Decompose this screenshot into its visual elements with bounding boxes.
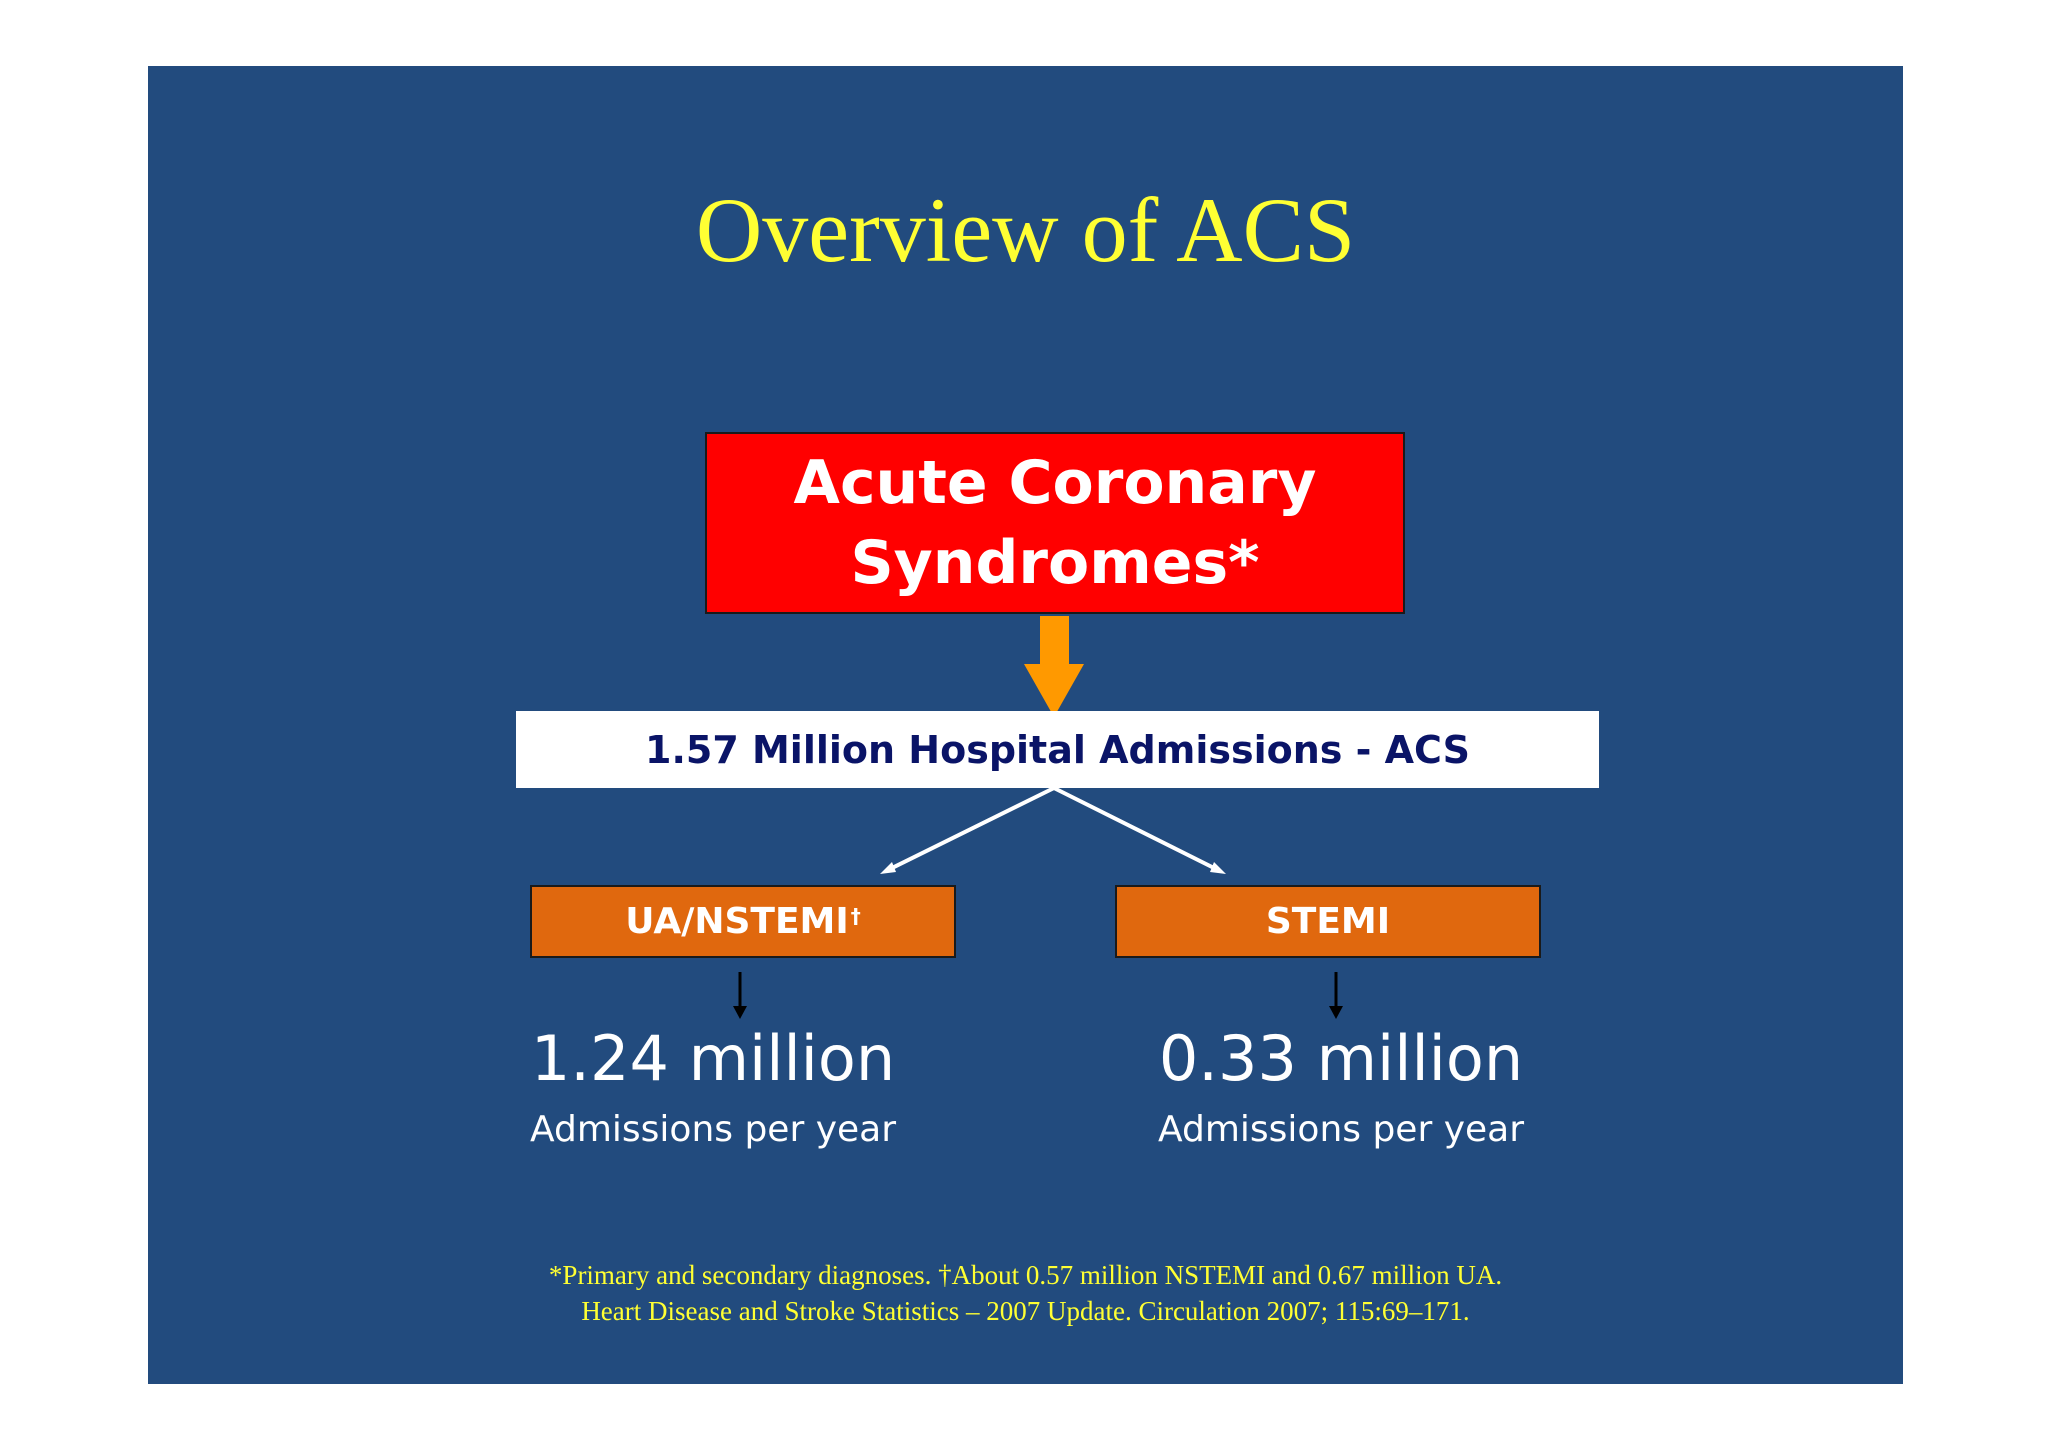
footnote-line1: *Primary and secondary diagnoses. †About 0.57 million NSTEMI and 0.67 million UA.: [548, 1260, 1503, 1290]
ua-nstemi-caption: Admissions per year: [529, 1109, 897, 1150]
split-arrow-right-icon: [1054, 788, 1218, 870]
slide-title: Overview of ACS: [695, 179, 1356, 281]
orange-down-arrow-icon: [1024, 616, 1084, 717]
footnote-line2: Heart Disease and Stroke Statistics – 2007 Update. Circulation 2007; 115:69–171.: [581, 1296, 1470, 1326]
stemi-label: STEMI: [1265, 901, 1391, 942]
split-arrow-left-icon: [888, 788, 1054, 870]
total-admissions-label: 1.57 Million Hospital Admissions - ACS: [645, 727, 1470, 772]
down-arrow-right-head-icon: [1329, 1006, 1343, 1019]
stemi-value: 0.33 million: [1158, 1022, 1524, 1095]
slide: [148, 66, 1903, 1384]
acs-root-line2: Syndromes*: [850, 528, 1260, 598]
acs-root-line1: Acute Coronary: [793, 448, 1317, 518]
acs-root-box: [705, 432, 1405, 614]
ua-nstemi-value: 1.24 million: [530, 1022, 896, 1095]
stemi-box: [1115, 885, 1541, 958]
down-arrow-left-head-icon: [733, 1006, 747, 1019]
total-admissions-bar: [516, 711, 1599, 788]
dagger-marker: †: [850, 903, 861, 928]
stemi-caption: Admissions per year: [1157, 1109, 1525, 1150]
ua-nstemi-box: [530, 885, 956, 958]
split-arrow-right-head-icon: [1210, 862, 1226, 874]
ua-nstemi-label: UA/NSTEMI: [625, 901, 849, 942]
split-arrow-left-head-icon: [880, 862, 896, 874]
